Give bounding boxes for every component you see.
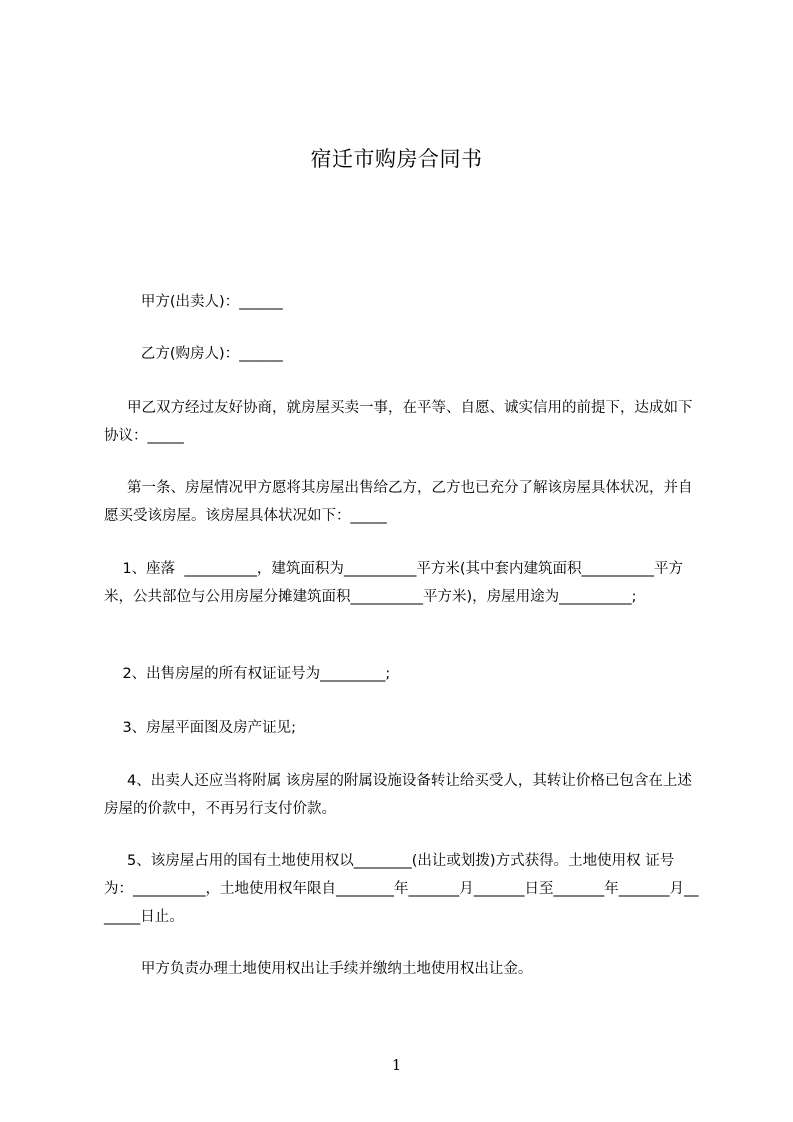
item-4-attachments-paragraph: 4、出卖人还应当将附属 该房屋的附属设施设备转让给买受人，其转让价格已包含在上述房屋的价款中，不再另行支付价款。 <box>104 773 692 817</box>
item-2-certificate-paragraph: 2、出售房屋的所有权证证号为_________; <box>104 666 391 682</box>
item-5-land-use-paragraph: 5、该房屋占用的国有土地使用权以________(出让或划拨)方式获得。土地使用权 证号为：__________，土地使用权年限自________年_______月_______日至_______年_______月_______日止。 <box>104 853 699 925</box>
page-number: 1 <box>391 1056 402 1074</box>
party-b-line: 乙方(购房人)：______ <box>104 346 283 362</box>
preamble-paragraph: 甲乙双方经过友好协商，就房屋买卖一事，在平等、自愿、诚实信用的前提下，达成如下协议：_____ <box>104 400 693 444</box>
party-a-line: 甲方(出卖人)：______ <box>104 294 283 310</box>
item-3-floorplan-paragraph: 3、房屋平面图及房产证见; <box>104 720 297 736</box>
land-transfer-fee-paragraph: 甲方负责办理土地使用权出让手续并缴纳土地使用权出让金。 <box>104 961 533 977</box>
document-title: 宿迁市购房合同书 <box>310 147 483 171</box>
item-1-location-paragraph: 1、座落 __________，建筑面积为__________平方米(其中套内建筑面积__________平方米，公共部位与公用房屋分摊建筑面积__________平方米)，房屋用途为__________; <box>104 561 684 605</box>
article-one-paragraph: 第一条、房屋情况甲方愿将其房屋出售给乙方，乙方也已充分了解该房屋具体状况，并自愿买受该房屋。该房屋具体状况如下：_____ <box>104 480 693 524</box>
